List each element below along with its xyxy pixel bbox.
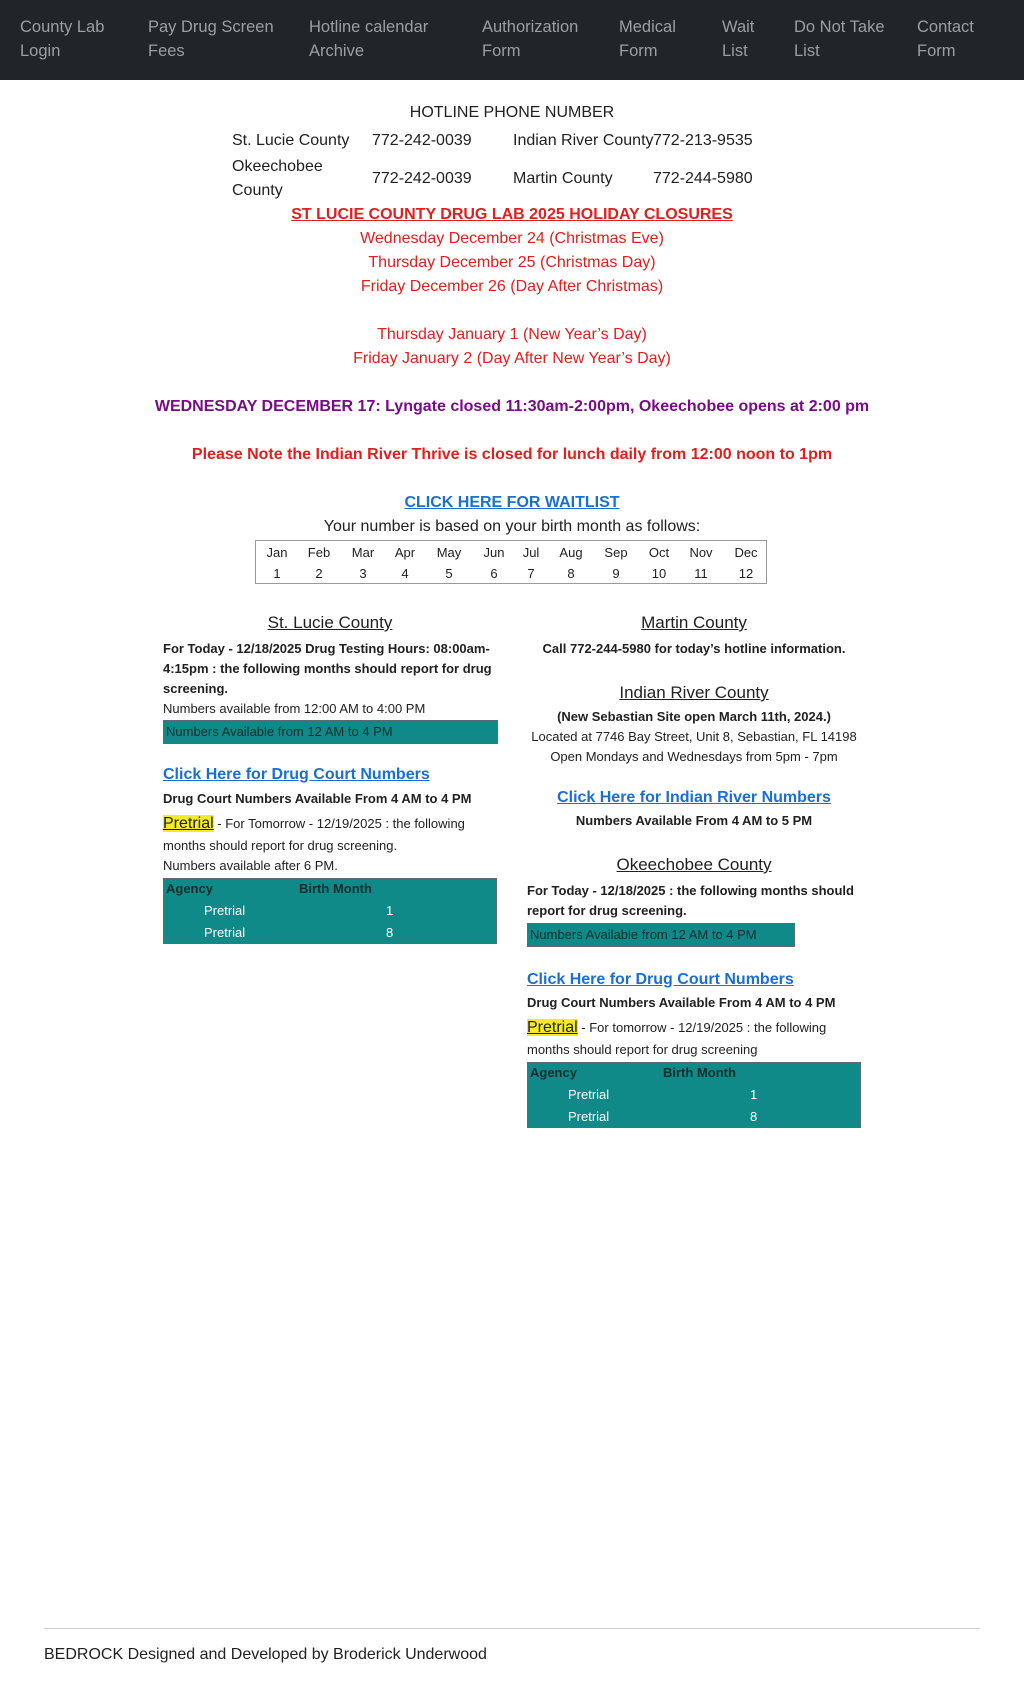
table-header: Birth Month bbox=[663, 1065, 736, 1080]
st-lucie-drug-court-link-wrap bbox=[163, 766, 430, 784]
number-cell: 8 bbox=[567, 566, 575, 581]
month-cell: Aug bbox=[559, 545, 583, 560]
indian-river-link-wrap bbox=[527, 789, 861, 807]
martin-heading: Martin County bbox=[641, 613, 747, 632]
table-cell: 1 bbox=[386, 903, 394, 918]
okeechobee-heading: Okeechobee County bbox=[616, 855, 772, 874]
waitlist-link-wrap bbox=[0, 494, 1024, 512]
pretrial-highlight: Pretrial bbox=[527, 1019, 578, 1036]
month-cell: Oct bbox=[648, 545, 670, 560]
st-lucie-today-line: 4:15pm : the following months should report for drug bbox=[163, 661, 492, 676]
footer-credit: BEDROCK Designed and Developed by Broderick Underwood bbox=[44, 1646, 487, 1663]
nav-label: Medical bbox=[619, 18, 676, 36]
month-cell: Jun bbox=[483, 545, 505, 560]
number-cell: 12 bbox=[738, 566, 754, 581]
nav-label: Form bbox=[619, 42, 658, 60]
nav-label: Login bbox=[20, 42, 61, 60]
indian-river-new-site: (New Sebastian Site open March 11th, 2024.) bbox=[557, 709, 831, 724]
pretrial-text: - For tomorrow - 12/19/2025 : the following bbox=[577, 1020, 827, 1035]
martin-call: Call 772-244-5980 for today’s hotline information. bbox=[542, 641, 846, 656]
notice-purple: WEDNESDAY DECEMBER 17: Lyngate closed 11:30am-2:00pm, Okeechobee opens at 2:00 pm bbox=[154, 398, 870, 415]
st-lucie-heading: St. Lucie County bbox=[267, 613, 393, 632]
waitlist-note: Your number is based on your birth month as follows: bbox=[323, 518, 701, 535]
number-cell: 7 bbox=[527, 566, 535, 581]
table-header: Birth Month bbox=[299, 881, 372, 896]
nav-label: Archive bbox=[309, 42, 365, 60]
footer-divider bbox=[44, 1628, 980, 1629]
hotline-phone: 772-242-0039 bbox=[372, 132, 472, 149]
table-cell: Pretrial bbox=[568, 1109, 610, 1124]
st-lucie-numbers-bar: Numbers Available from 12 AM to 4 PM bbox=[163, 720, 498, 744]
st-lucie-drug-court-avail: Drug Court Numbers Available From 4 AM to 4 PM bbox=[163, 791, 472, 806]
table-cell: Pretrial bbox=[204, 925, 246, 940]
number-cell: 4 bbox=[401, 566, 409, 581]
nav-wait-list[interactable] bbox=[722, 15, 754, 63]
hotline-county bbox=[232, 155, 323, 203]
hotline-county: Martin County bbox=[513, 170, 613, 187]
okeechobee-pretrial-note bbox=[527, 1018, 867, 1038]
nav-label: List bbox=[794, 42, 820, 60]
nav-do-not-take-list[interactable] bbox=[794, 15, 885, 63]
st-lucie-available: Numbers available from 12:00 AM to 4:00 PM bbox=[163, 701, 426, 716]
closure-date: Thursday December 25 (Christmas Day) bbox=[368, 254, 656, 271]
nav-medical-form[interactable] bbox=[619, 15, 676, 63]
nav-contact-form[interactable] bbox=[917, 15, 974, 63]
month-cell: Dec bbox=[734, 545, 758, 560]
hotline-county-line: County bbox=[232, 182, 283, 199]
st-lucie-after: Numbers available after 6 PM. bbox=[163, 858, 338, 873]
st-lucie-pretrial-table bbox=[163, 878, 497, 944]
closure-date: Wednesday December 24 (Christmas Eve) bbox=[360, 230, 664, 247]
table-header: Agency bbox=[530, 1065, 577, 1080]
table-cell: 8 bbox=[750, 1109, 758, 1124]
okeechobee-drug-court-link-wrap bbox=[527, 971, 794, 989]
closure-date: Friday December 26 (Day After Christmas) bbox=[360, 278, 664, 295]
indian-river-avail: Numbers Available From 4 AM to 5 PM bbox=[575, 813, 813, 828]
number-cell: 2 bbox=[315, 566, 323, 581]
month-cell: Mar bbox=[351, 545, 375, 560]
number-cell: 6 bbox=[490, 566, 498, 581]
month-cell: Nov bbox=[689, 545, 713, 560]
indian-river-numbers-link[interactable]: Click Here for Indian River Numbers bbox=[557, 789, 831, 806]
hotline-phone: 772-213-9535 bbox=[653, 132, 753, 149]
top-navbar bbox=[0, 0, 1024, 80]
number-cell: 3 bbox=[359, 566, 367, 581]
okeechobee-numbers-bar: Numbers Available from 12 AM to 4 PM bbox=[527, 923, 795, 947]
hotline-phone: 772-244-5980 bbox=[653, 170, 753, 187]
holiday-closures-heading: ST LUCIE COUNTY DRUG LAB 2025 HOLIDAY CLOSURES bbox=[291, 206, 733, 223]
month-cell: Jan bbox=[266, 545, 288, 560]
hotline-title: HOTLINE PHONE NUMBER bbox=[409, 104, 615, 121]
nav-label: Pay Drug Screen bbox=[148, 18, 274, 36]
nav-label: Form bbox=[482, 42, 521, 60]
month-cell: Apr bbox=[394, 545, 416, 560]
indian-river-open: Open Mondays and Wednesdays from 5pm - 7pm bbox=[550, 749, 838, 764]
st-lucie-pretrial-note bbox=[163, 814, 493, 834]
hotline-county: St. Lucie County bbox=[232, 132, 350, 149]
nav-label: County Lab bbox=[20, 18, 105, 36]
table-cell: Pretrial bbox=[568, 1087, 610, 1102]
nav-pay-drug-screen-fees[interactable] bbox=[148, 15, 274, 63]
month-cell: Sep bbox=[604, 545, 628, 560]
pretrial-text: - For Tomorrow - 12/19/2025 : the following bbox=[213, 816, 465, 831]
hotline-phone: 772-242-0039 bbox=[372, 170, 472, 187]
nav-hotline-calendar-archive[interactable] bbox=[309, 15, 428, 63]
nav-label: Authorization bbox=[482, 18, 579, 36]
st-lucie-drug-court-link[interactable]: Click Here for Drug Court Numbers bbox=[163, 766, 430, 783]
hotline-county-line: Okeechobee bbox=[232, 158, 323, 175]
indian-river-heading: Indian River County bbox=[619, 683, 769, 702]
nav-label: Hotline calendar bbox=[309, 18, 429, 36]
okeechobee-pretrial-text: months should report for drug screening bbox=[527, 1042, 758, 1057]
okeechobee-drug-court-link[interactable]: Click Here for Drug Court Numbers bbox=[527, 971, 794, 988]
indian-river-address: Located at 7746 Bay Street, Unit 8, Sebastian, FL 14198 bbox=[531, 729, 857, 744]
month-cell: Feb bbox=[307, 545, 331, 560]
month-cell: May bbox=[436, 545, 462, 560]
nav-label: Do Not Take bbox=[794, 18, 885, 36]
st-lucie-today-line: screening. bbox=[163, 681, 229, 696]
nav-label: Contact bbox=[917, 18, 974, 36]
okeechobee-drug-court-avail: Drug Court Numbers Available From 4 AM to 4 PM bbox=[527, 995, 836, 1010]
nav-label: Wait bbox=[722, 18, 755, 36]
waitlist-link[interactable]: CLICK HERE FOR WAITLIST bbox=[404, 494, 620, 511]
nav-label: Fees bbox=[148, 42, 185, 60]
number-cell: 11 bbox=[694, 566, 708, 581]
month-cell: Jul bbox=[522, 545, 540, 560]
nav-label: List bbox=[722, 42, 748, 60]
nav-county-lab-login[interactable] bbox=[20, 15, 104, 63]
closure-date: Friday January 2 (Day After New Year’s Day) bbox=[353, 350, 671, 367]
closure-date: Thursday January 1 (New Year’s Day) bbox=[377, 326, 647, 343]
number-cell: 10 bbox=[651, 566, 667, 581]
number-cell: 5 bbox=[445, 566, 453, 581]
table-cell: 8 bbox=[386, 925, 394, 940]
pretrial-highlight: Pretrial bbox=[163, 815, 214, 832]
st-lucie-today-line: For Today - 12/18/2025 Drug Testing Hours: 08:00am- bbox=[163, 641, 490, 656]
nav-authorization-form[interactable] bbox=[482, 15, 578, 63]
table-cell: 1 bbox=[750, 1087, 758, 1102]
hotline-county: Indian River County bbox=[513, 132, 654, 149]
table-cell: Pretrial bbox=[204, 903, 246, 918]
table-header: Agency bbox=[166, 881, 213, 896]
nav-label: Form bbox=[917, 42, 956, 60]
st-lucie-pretrial-text: months should report for drug screening. bbox=[163, 838, 398, 853]
okeechobee-pretrial-table bbox=[527, 1062, 861, 1128]
number-cell: 1 bbox=[273, 566, 281, 581]
okeechobee-today-line: report for drug screening. bbox=[527, 903, 687, 918]
notice-red: Please Note the Indian River Thrive is closed for lunch daily from 12:00 noon to 1pm bbox=[191, 446, 833, 463]
number-cell: 9 bbox=[612, 566, 620, 581]
birth-month-table bbox=[255, 540, 767, 584]
okeechobee-today-line: For Today - 12/18/2025 : the following months should bbox=[527, 883, 854, 898]
